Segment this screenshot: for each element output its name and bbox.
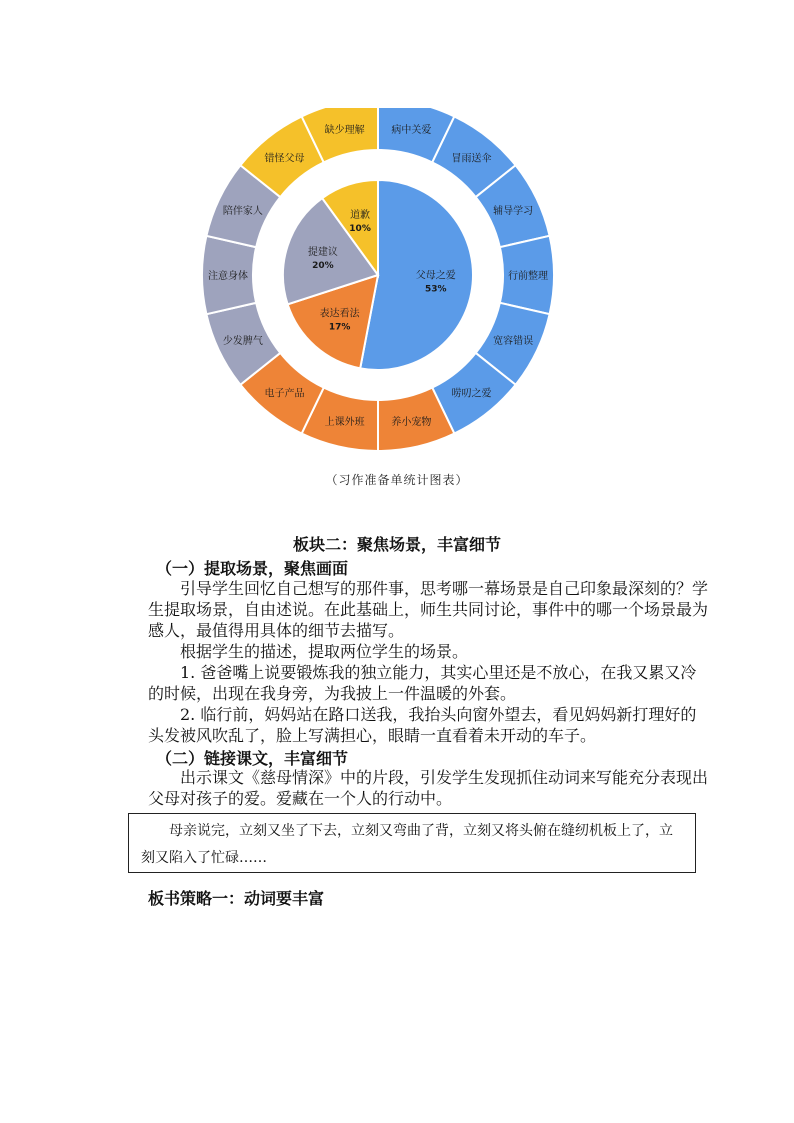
subsection-title-1: （一）提取场景，聚焦画面 xyxy=(156,559,349,578)
outer-slice-label: 唠叨之爱 xyxy=(451,388,492,400)
quote-text: 母亲说完，立刻又坐了下去，立刻又弯曲了背，立刻又将头俯在缝纫机板上了，立刻又陷入了忙碌…… xyxy=(141,823,673,866)
paragraph-text-link: 出示课文《慈母情深》中的片段，引发学生发现抓住动词来写能充分表现出父母对孩子的爱。爱藏在一个人的行动中。 xyxy=(148,768,709,808)
outer-slice-label: 辅导学习 xyxy=(493,205,534,217)
outer-slice-label: 上课外班 xyxy=(324,417,365,429)
inner-slice-label: 父母之爱 xyxy=(415,270,456,282)
outer-slice-label: 病中关爱 xyxy=(391,124,432,136)
inner-slice-percent: 10% xyxy=(349,223,371,234)
inner-slice-label: 提建议 xyxy=(307,247,338,259)
chart-caption: （习作准备单统计图表） xyxy=(325,473,469,487)
outer-slice-label: 缺少理解 xyxy=(324,124,365,136)
outer-slice-label: 注意身体 xyxy=(208,271,248,282)
board-strategy-title: 板书策略一：动词要丰富 xyxy=(148,889,325,908)
section-title: 板块二：聚焦场景，丰富细节 xyxy=(292,535,501,554)
paragraph-extract: 根据学生的描述，提取两位学生的场景。 xyxy=(180,642,469,661)
outer-slice-label: 行前整理 xyxy=(508,271,548,282)
inner-slice-percent: 53% xyxy=(424,284,447,295)
subsection-title-2: （二）链接课文，丰富细节 xyxy=(156,749,349,768)
outer-slice-label: 冒雨送伞 xyxy=(451,153,492,165)
outer-slice-label: 养小宠物 xyxy=(391,417,432,429)
paragraph-intro: 引导学生回忆自己想写的那件事，思考哪一幕场景是自己印象最深刻的？学生提取场景，自由述说。在此基础上，师生共同讨论，事件中的哪一个场景最为感人，最值得用具体的细节去描写。 xyxy=(148,579,709,640)
donut-chart-svg xyxy=(190,108,570,458)
inner-slice-label: 表达看法 xyxy=(319,308,360,320)
donut-chart xyxy=(190,108,570,458)
quote-box xyxy=(128,813,696,873)
outer-slice-label: 宽容错误 xyxy=(493,336,534,348)
inner-slice-label: 道歉 xyxy=(350,209,371,221)
scene-item-1: 1. 爸爸嘴上说要锻炼我的独立能力，其实心里还是不放心，在我又累又冷的时候，出现在我身旁，为我披上一件温暖的外套。 xyxy=(148,663,697,703)
inner-slice-percent: 17% xyxy=(328,322,351,333)
outer-slice-label: 错怪父母 xyxy=(264,153,305,165)
outer-slice-label: 少发脾气 xyxy=(222,336,263,348)
inner-slice-percent: 20% xyxy=(312,261,334,272)
outer-slice-label: 陪伴家人 xyxy=(222,205,263,217)
outer-slice-label: 电子产品 xyxy=(264,388,305,400)
scene-item-2: 2. 临行前，妈妈站在路口送我，我抬头向窗外望去，看见妈妈新打理好的头发被风吹乱了，脸上写满担心，眼睛一直看着未开动的车子。 xyxy=(148,705,697,745)
